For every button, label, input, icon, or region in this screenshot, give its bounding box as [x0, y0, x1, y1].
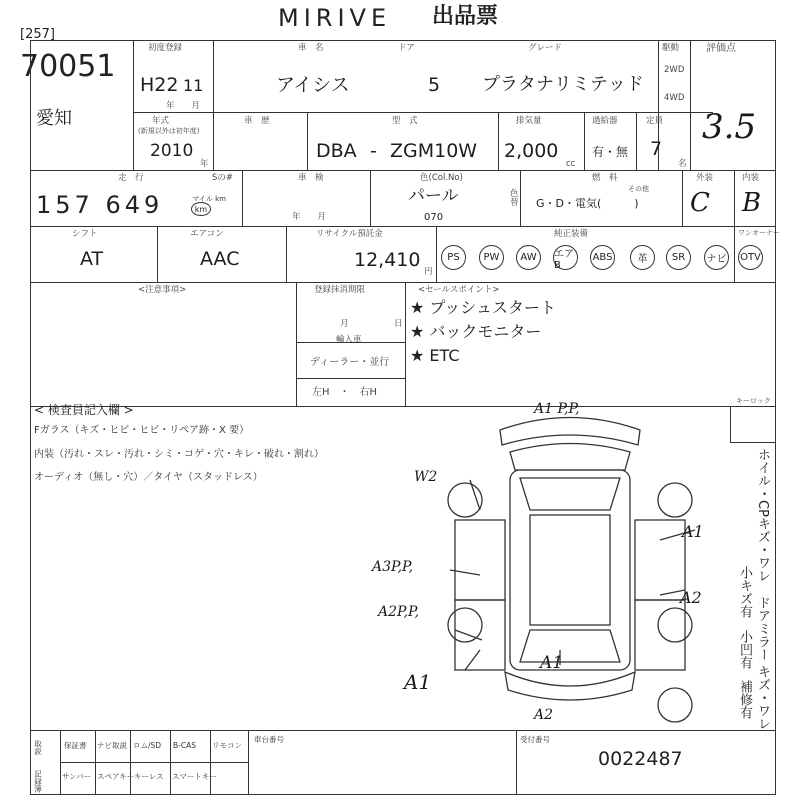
mark-rear-bumper: A2	[534, 707, 554, 723]
exhibit-no-label: 受付番号	[520, 735, 550, 744]
notes-label: <注意事項>	[138, 285, 187, 295]
s-no-label: Sの#	[212, 173, 234, 183]
equipment-2: AW	[516, 245, 541, 270]
exterior-label: 外装	[696, 173, 714, 183]
drive-label: 駆動	[662, 43, 680, 53]
region: 愛知	[36, 108, 72, 129]
aircon-label: エアコン	[190, 229, 224, 239]
onetop-label: ワンオーナー	[738, 229, 780, 237]
record-label: 記録簿	[33, 770, 43, 793]
mirror-note: ドアミラー キズ・ワレ	[755, 596, 770, 731]
first-reg-label: 初度登録	[148, 43, 183, 53]
right-door-front	[635, 520, 685, 600]
color-no: 070	[424, 212, 444, 223]
capacity: 7	[650, 138, 663, 160]
sales-points-label: <セールスポイント>	[418, 285, 500, 295]
spare-key-label: スペアキー	[97, 772, 135, 781]
mark-w2: W2	[414, 469, 438, 485]
windshield	[520, 478, 620, 510]
form-title: 出品票	[432, 4, 499, 29]
grade-label: グレード	[528, 43, 563, 53]
sales-point-2: ★ バックモニター	[410, 322, 542, 341]
color: パール	[408, 186, 459, 206]
model-dash: -	[370, 140, 377, 162]
mark-left-door: A3P,P,	[372, 559, 414, 575]
equipment-label: 純正装備	[554, 229, 589, 239]
roof	[530, 515, 610, 625]
wheel-front-right	[658, 483, 692, 517]
interior-note: 内装（汚れ・スレ・汚れ・シミ・コゲ・穴・キレ・破れ・割れ）	[34, 449, 324, 460]
inspector-label: < 検査員記入欄 >	[34, 403, 134, 417]
nav-manual-label: ナビ取説	[97, 741, 127, 750]
dent-note: 小凹有	[737, 630, 752, 669]
body	[510, 470, 630, 673]
shift-label: シフト	[72, 229, 98, 239]
year-suffix: 年	[200, 159, 209, 169]
shift: AT	[80, 248, 104, 270]
audio-tire-note: オーディオ（無し・穴）／タイヤ（スタッドレス）	[34, 472, 263, 483]
fuel-options: G・D・電気( )	[536, 197, 639, 210]
cc-label: cc	[566, 159, 576, 169]
model-label: 型 式	[392, 116, 418, 126]
year-month-label: 年 月	[166, 101, 201, 111]
month-label: 月	[340, 319, 349, 329]
interior-grade: B	[742, 188, 762, 218]
equipment-7: ナビ	[704, 245, 729, 270]
manual-label: 取説	[33, 740, 43, 755]
left-door-front	[455, 520, 505, 600]
smart-key-label: スマートキー	[172, 772, 217, 781]
grade: プラタナリミテッド	[482, 74, 644, 95]
exhibit-number: 0022487	[598, 748, 683, 770]
fuel-label: 燃 料	[592, 173, 618, 183]
scratch-note: 小キズ有	[737, 566, 752, 618]
drive-4wd: 4WD	[664, 93, 685, 103]
front-bumper	[500, 418, 640, 446]
brand-title: MIRIVE	[278, 4, 392, 32]
fuel-other: その他	[628, 185, 649, 193]
mark-right-rear: A2	[680, 588, 702, 607]
wheel-rear-left	[448, 608, 482, 642]
right-door-rear	[635, 600, 685, 670]
rear-glass	[520, 630, 620, 662]
dealer-parallel: ディーラー・並行	[310, 357, 390, 368]
aircon: AAC	[200, 248, 240, 270]
sunvisor-label: サンバー	[62, 772, 92, 781]
rear-bumper	[505, 672, 635, 700]
recycle-label: リサイクル預託金	[316, 229, 383, 239]
history-label: 車 歴	[244, 116, 270, 126]
hood	[510, 444, 630, 471]
mileage-label: 走 行	[118, 173, 144, 183]
equipment-4: ABS	[590, 245, 615, 270]
repair-note: 補修有	[737, 680, 752, 719]
equipment-5: 革	[630, 245, 655, 270]
day-label: 日	[394, 319, 403, 329]
equipment-6: SR	[666, 245, 691, 270]
mark-trunk: A1	[540, 653, 564, 673]
supercharger: 有・無	[592, 145, 629, 159]
capacity-unit: 名	[678, 159, 687, 169]
wheel-note: ホイル・CPキズ・ワレ	[755, 448, 770, 582]
model-year-label: 年式	[152, 116, 170, 126]
bcas-label: B-CAS	[173, 741, 196, 750]
lot-code: [257]	[20, 27, 55, 42]
windshield-note: Fガラス（キズ・ヒビ・ヒビ・リペア跡・X 要）	[34, 425, 250, 436]
mark-left-quarter: A1	[404, 670, 432, 694]
capacity-label: 定員	[646, 116, 664, 126]
color-mark: 色替	[510, 189, 519, 208]
shaken-ym: 年 月	[292, 212, 327, 222]
left-door-rear	[455, 600, 505, 670]
equipment-0: PS	[441, 245, 466, 270]
mark-left-rear: A2P,P,	[378, 604, 420, 620]
model-year-note: (新規以外は初年度)	[138, 127, 200, 135]
steering: 左H ・ 右H	[312, 387, 378, 398]
model-year: 2010	[150, 141, 194, 161]
yen-label: 円	[424, 267, 433, 277]
car-name: アイシス	[276, 74, 350, 96]
score-label: 評価点	[706, 43, 736, 54]
color-label: 色(Col.No)	[420, 173, 463, 183]
model-prefix: DBA	[316, 140, 357, 162]
wheel-rear-right	[658, 608, 692, 642]
import-label: 輸入車	[336, 335, 362, 345]
interior-label: 内装	[742, 173, 760, 183]
exterior-grade: C	[690, 188, 710, 218]
first-reg-era: H22	[140, 74, 179, 96]
keyless-label: キーレス	[134, 772, 164, 781]
first-reg-month: 11	[183, 76, 204, 95]
reg-deadline-label: 登録抹消期限	[314, 285, 366, 295]
frame-no-label: 車台番号	[254, 735, 284, 744]
lot-number: 70051	[20, 49, 116, 84]
equipment-8: OTV	[738, 245, 763, 270]
score: 3.5	[702, 107, 757, 147]
mark-right-door: A1	[682, 522, 704, 541]
drive-2wd: 2WD	[664, 65, 685, 75]
doors-label: ドア	[398, 43, 415, 53]
mile-km: マイル km	[192, 195, 226, 203]
keylock-label: キーロック	[736, 397, 771, 405]
equipment-3: エアB	[553, 245, 578, 270]
equipment-1: PW	[479, 245, 504, 270]
km-circle: km	[191, 202, 211, 216]
supercharger-label: 過給器	[592, 116, 618, 126]
car-name-label: 車 名	[298, 43, 324, 53]
displacement: 2,000	[504, 140, 559, 162]
doors: 5	[428, 74, 441, 96]
shaken-label: 車 検	[298, 173, 324, 183]
sales-point-1: ★ プッシュスタート	[410, 298, 556, 317]
sales-point-3: ★ ETC	[410, 346, 460, 365]
mark-front-bumper: A1 P,P,	[534, 401, 580, 417]
car-diagram	[420, 400, 720, 730]
remote-label: リモコン	[212, 741, 242, 750]
mileage: 157 649	[36, 191, 164, 219]
recycle-fee: 12,410	[354, 249, 421, 271]
spare-wheel	[658, 688, 692, 722]
rom-sd-label: ロム/SD	[133, 741, 162, 750]
model-code: ZGM10W	[390, 140, 478, 162]
displacement-label: 排気量	[516, 116, 542, 126]
warranty-label: 保証書	[64, 741, 87, 750]
